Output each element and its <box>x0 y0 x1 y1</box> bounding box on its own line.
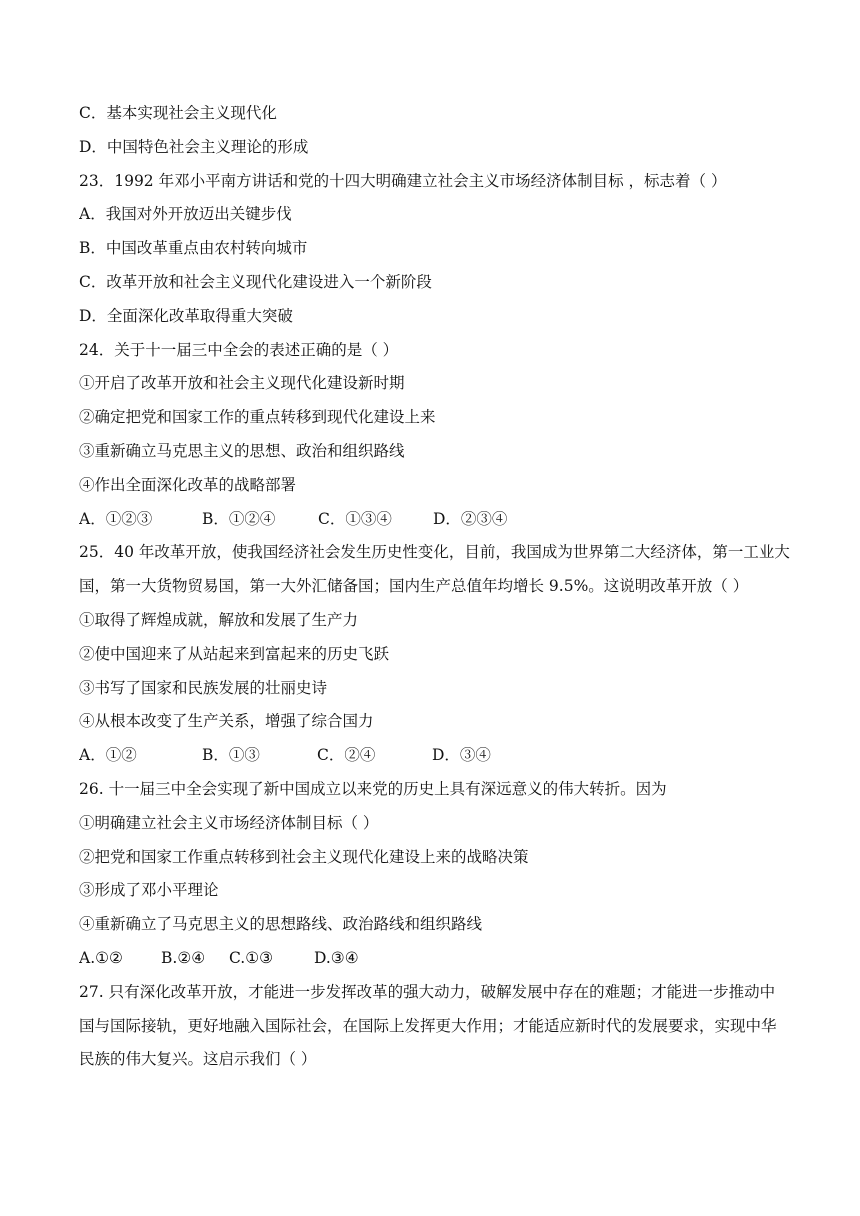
q26-option-b: B.②④ <box>161 948 206 967</box>
q24-item-4: ④作出全面深化改革的战略部署 <box>79 475 297 494</box>
q26-item-3: ③形成了邓小平理论 <box>79 881 219 900</box>
q25-option-d: D．③④ <box>432 746 491 765</box>
q26-option-d: D.③④ <box>314 948 359 967</box>
q24-option-c: C．①③④ <box>318 509 392 528</box>
q24-item-3: ③重新确立马克思主义的思想、政治和组织路线 <box>79 441 405 460</box>
q24-stem: 24．关于十一届三中全会的表述正确的是（ ） <box>79 340 399 359</box>
q25-item-1: ①取得了辉煌成就，解放和发展了生产力 <box>79 610 359 629</box>
q22-option-c: C．基本实现社会主义现代化 <box>79 104 277 122</box>
q22-option-d: D．中国特色社会主义理论的形成 <box>79 137 309 156</box>
q26-item-2: ②把党和国家工作重点转移到社会主义现代化建设上来的战略决策 <box>79 847 529 866</box>
q26-options <box>79 942 790 976</box>
q26-option-a: A.①② <box>79 948 123 967</box>
q24-option-d: D．②③④ <box>433 509 508 528</box>
q24-option-b: B．①②④ <box>202 509 276 528</box>
q23-option-d: D．全面深化改革取得重大突破 <box>79 306 293 325</box>
q27-stem: 27. 只有深化改革开放，才能进一步发挥改革的强大动力，破解发展中存在的难题；才能进一步推动中国与国际接轨，更好地融入国际社会，在国际上发挥更大作用；才能适应新时代的发展要求，实现中华民族的伟大复兴。这启示我们（ ） <box>79 982 777 1069</box>
q25-option-a: A．①② <box>79 746 137 765</box>
q24-item-2: ②确定把党和国家工作的重点转移到现代化建设上来 <box>79 408 436 427</box>
q25-item-2: ②使中国迎来了从站起来到富起来的历史飞跃 <box>79 644 390 663</box>
q23-stem: 23．1992 年邓小平南方讲话和党的十四大明确建立社会主义市场经济体制目标 ，标志着（ ） <box>79 171 727 190</box>
q26-option-c: C.①③ <box>229 948 274 967</box>
q25-option-b: B．①③ <box>202 746 260 765</box>
q25-option-c: C．②④ <box>317 746 376 765</box>
q26-stem: 26. 十一届三中全会实现了新中国成立以来党的历史上具有深远意义的伟大转折。因为 <box>79 779 667 798</box>
q25-item-4: ④从根本改变了生产关系，增强了综合国力 <box>79 712 374 731</box>
q26-item-4: ④重新确立了马克思主义的思想路线、政治路线和组织路线 <box>79 915 483 934</box>
q24-options <box>79 503 790 537</box>
q24-item-1: ①开启了改革开放和社会主义现代化建设新时期 <box>79 374 405 393</box>
q23-option-b: B．中国改革重点由农村转向城市 <box>79 239 308 258</box>
q23-option-c: C．改革开放和社会主义现代化建设进入一个新阶段 <box>79 272 432 291</box>
q26-item-1: ①明确建立社会主义市场经济体制目标（ ） <box>79 813 379 832</box>
q23-option-a: A．我国对外开放迈出关键步伐 <box>79 205 292 224</box>
q25-options <box>79 739 790 773</box>
q24-option-a: A．①②③ <box>79 509 153 528</box>
q25-stem: 25．40 年改革开放，使我国经济社会发生历史性变化，目前，我国成为世界第二大经济体，第一工业大国，第一大货物贸易国，第一大外汇储备国；国内生产总值年均增长 9.5%。这说明改革开放（ ） <box>79 543 790 596</box>
q25-item-3: ③书写了国家和民族发展的壮丽史诗 <box>79 678 328 697</box>
